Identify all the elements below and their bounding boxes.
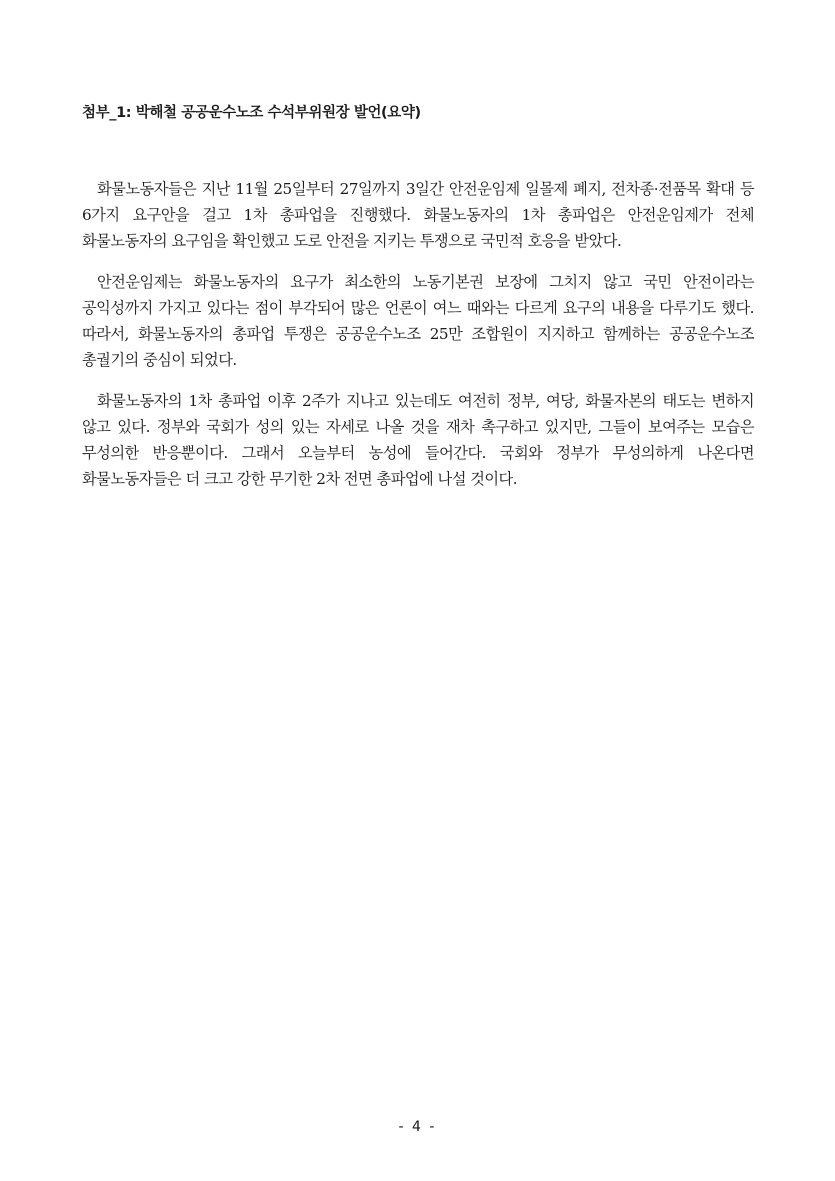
attachment-heading: 첨부_1: 박해철 공공운수노조 수석부위원장 발언(요약) xyxy=(82,105,421,121)
paragraph-1: 화물노동자들은 지난 11월 25일부터 27일까지 3일간 안전운임제 일몰제 폐지, 전차종·전품목 확대 등 6가지 요구안을 걸고 1차 총파업을 진행했다. 화물노동자의 1차 총파업은 안전운임제가 전체 화물노동자의 요구임을 확인했고 도로 안전을 지키는 투쟁으로 국민적 호응을 받았다. xyxy=(82,180,754,250)
page-number: - 4 - xyxy=(398,1119,437,1135)
paragraph-2: 안전운임제는 화물노동자의 요구가 최소한의 노동기본권 보장에 그치지 않고 국민 안전이라는 공익성까지 가지고 있다는 점이 부각되어 많은 언론이 여느 때와는 다르게 요구의 내용을 다루기도 했다. 따라서, 화물노동자의 총파업 투쟁은 공공운수노조 25만 조합원이 지지하고 함께하는 공공운수노조 총궐기의 중심이 되었다. xyxy=(82,273,754,369)
paragraph-3: 화물노동자의 1차 총파업 이후 2주가 지나고 있는데도 여전히 정부, 여당, 화물자본의 태도는 변하지 않고 있다. 정부와 국회가 성의 있는 자세로 나올 것을 재차 촉구하고 있지만, 그들이 보여주는 모습은 무성의한 반응뿐이다. 그래서 오늘부터 농성에 들어간다. 국회와 정부가 무성의하게 나온다면 화물노동자들은 더 크고 강한 무기한 2차 전면 총파업에 나설 것이다. xyxy=(82,392,754,488)
body-text xyxy=(82,176,754,507)
